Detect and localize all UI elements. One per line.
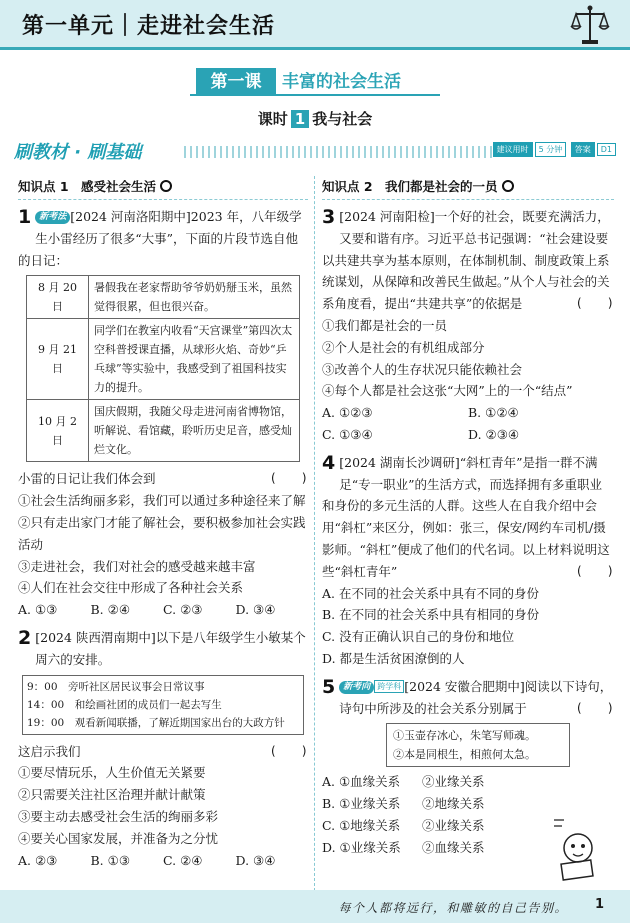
schedule-box: [22, 675, 304, 735]
q3-item: ③改善个人的生存状况只能依赖社会: [322, 361, 523, 377]
q3-item: ②个人是社会的有机组成部分: [322, 339, 485, 355]
scales-icon: [568, 4, 612, 46]
page-number: 1: [594, 897, 604, 912]
q3-item: ④每个人都是社会这张“大网”上的一个“结点”: [322, 383, 573, 399]
q2-stem: [2024 陕西渭南期中]以下是八年级学生小敏某个周六的安排。: [35, 629, 306, 667]
q2-choices: [18, 850, 308, 872]
q5-choice-b-2: ②地缘关系: [422, 796, 485, 812]
q1-answer-paren: ( ): [269, 471, 308, 486]
schedule-item: 9：00 旁听社区居民议事会日常议事: [27, 680, 205, 693]
q5-badge: 新考向: [339, 681, 374, 694]
period-title: [0, 108, 630, 129]
q2-item: ②只需要关注社区治理并献计献策: [18, 787, 206, 803]
q4-stem: [2024 湖南长沙调研]“斜杠青年”是指一群不满足“专一职业”的生活方式，而选择拥有多重职业和身份的多元生活的人群。这些人在自我介绍中会用“斜杠”来区分，例如：张三，保安/网约车司机/摄影师。“斜杠”便成了他们的代名词。以上材料说明这些“斜杠青年”: [322, 454, 610, 579]
q1-choice-d: D. ③④: [235, 602, 276, 618]
knowledge-point-1: [18, 176, 308, 200]
q1-choice-c: C. ②③: [163, 602, 203, 618]
q5-badge-cross: 跨学科: [374, 680, 404, 693]
diary-date: 10 月 2 日: [27, 400, 89, 462]
q3-item: ①我们都是社会的一员: [322, 317, 448, 333]
q5-choice-row: [322, 837, 522, 859]
q3-choice-d: D. ②③④: [468, 426, 520, 442]
q5-choice-row: [322, 771, 522, 793]
section-banner: [14, 138, 616, 164]
q3-choices: [322, 402, 614, 446]
q3-stem: [2024 河南阳检]一个好的社会，既要充满活力，又要和谐有序。习近平总书记强调：“社会建设要以共建共享为基本原则，在体制机制、制度政策上系统谋划，从保障和改善民生做起。”从个人与社会的关系角度看，提出“共建共享”的依据是: [322, 209, 610, 312]
question-4: [322, 452, 614, 670]
check-icon: [160, 180, 172, 192]
q2-ask-line: [18, 741, 308, 763]
q5-choice-d-1: D. ①业缘关系: [322, 839, 401, 855]
q2-item: ④要关心国家发展，并准备为之分忧: [18, 830, 219, 846]
reading-character-icon: [548, 814, 604, 884]
q5-choice-c-2: ②业缘关系: [422, 817, 485, 833]
section-meta: [491, 142, 616, 157]
answer-page: D1: [597, 143, 616, 156]
q5-number: 5: [322, 675, 336, 698]
q2-choice-c: C. ②④: [163, 852, 203, 868]
schedule-item: 14：00 和绘画社团的成员们一起去写生: [27, 698, 222, 711]
diary-date: 8 月 20 日: [27, 276, 89, 319]
diary-table: [26, 275, 300, 462]
q4-choice: B. 在不同的社会关系中具有相同的身份: [322, 607, 540, 623]
q2-choice-a: A. ②③: [18, 852, 58, 868]
right-column: [322, 176, 614, 859]
q1-badge: 新考法: [35, 211, 70, 224]
diary-text: 国庆假期，我随父母走进河南省博物馆，听解说、看馆藏，聆听历史足音，感受灿烂文化。: [89, 400, 300, 462]
q4-answer-paren: ( ): [575, 563, 614, 578]
q3-choice-b: B. ①②④: [468, 405, 519, 421]
answer-label: 答案: [571, 142, 595, 157]
page-footer: [0, 890, 630, 923]
diary-text: 暑假我在老家帮助爷爷奶奶掰玉米，虽然觉得很累，但也很兴奋。: [89, 276, 300, 319]
period-number: 1: [291, 110, 309, 128]
check-icon: [502, 180, 514, 192]
q5-choice-a-2: ②业缘关系: [422, 774, 485, 790]
q4-number: 4: [322, 451, 336, 474]
q3-choice-a: A. ①②③: [322, 405, 373, 421]
q1-item: ④人们在社会交往中形成了各种社会关系: [18, 580, 244, 596]
q4-choice: C. 没有正确认识自己的身份和地位: [322, 629, 515, 645]
q1-item: ①社会生活绚丽多彩，我们可以通过多种途径来了解: [18, 493, 306, 509]
q1-number: 1: [18, 206, 32, 228]
knowledge-point-2: [322, 176, 614, 200]
period-prefix: 课时: [257, 110, 288, 128]
q1-stem: [2024 河南洛阳期中]2023 年，八年级学生小雷经历了很多“大事”，下面的片段节选自他的日记：: [18, 209, 302, 268]
diary-text: 同学们在教室内收看“天宫课堂”第四次太空科普授课直播，从球形火焰、奇妙“乒乓球”等实验中，我感受到了祖国科技实力的提升。: [89, 319, 300, 400]
q5-choice-row: [322, 793, 522, 815]
q2-item: ①要尽情玩乐，人生价值无关紧要: [18, 765, 206, 781]
q1-item: ③走进社会，我们对社会的感受越来越丰富: [18, 558, 256, 574]
schedule-item: 19：00 观看新闻联播，了解近期国家出台的大政方针: [27, 716, 285, 729]
unit-header: [0, 0, 630, 50]
q2-choice-d: D. ③④: [235, 852, 276, 868]
q1-item: ②只有走出家门才能了解社会，要积极参加社会实践活动: [18, 514, 306, 552]
q5-choice-a-1: A. ①血缘关系: [322, 774, 401, 790]
diary-row: [27, 276, 300, 319]
time-label: 建议用时: [493, 142, 533, 157]
kp1-label: 知识点 1 感受社会生活: [18, 179, 157, 194]
diary-date: 9 月 21 日: [27, 319, 89, 400]
q1-choice-b: B. ②④: [90, 602, 131, 618]
q5-choice-d-2: ②血缘关系: [422, 839, 485, 855]
section-label: 刷教材 · 刷基础: [14, 142, 142, 163]
q3-choice-c: C. ①③④: [322, 426, 373, 442]
poem-box: [386, 723, 570, 767]
q4-choice: A. 在不同的社会关系中具有不同的身份: [322, 585, 539, 601]
footer-motto: 每个人都将远行，和雕敏的自己告别。: [338, 901, 568, 915]
lesson-tag: 第一课: [196, 68, 276, 96]
q3-number: 3: [322, 206, 336, 228]
q2-item: ③要主动去感受社会生活的绚丽多彩: [18, 808, 219, 824]
q5-choice-c-1: C. ①地缘关系: [322, 817, 401, 833]
q5-choice-row: [322, 815, 522, 837]
banner-stripes: [184, 146, 494, 158]
left-column: [18, 176, 308, 871]
q2-number: 2: [18, 626, 32, 649]
q5-stem: [2024 安徽合肥期中]阅读以下诗句，诗句中所涉及的社会关系分别属于: [339, 678, 613, 716]
question-2: [18, 627, 308, 871]
q1-ask: 小雷的日记让我们体会到: [18, 471, 156, 487]
q5-choice-b-1: B. ①业缘关系: [322, 796, 401, 812]
question-1: [18, 206, 308, 621]
lesson-title: 丰富的社会生活: [282, 72, 401, 92]
q4-choice: D. 都是生活贫困潦倒的人: [322, 650, 465, 666]
q1-choice-a: A. ①③: [18, 602, 58, 618]
q3-answer-paren: ( ): [575, 296, 614, 311]
diary-row: [27, 319, 300, 400]
lesson-title-band: [0, 66, 630, 98]
poem-line: ②本是同根生，相煎何太急。: [393, 748, 536, 762]
poem-line: ①玉壶存冰心，朱笔写师魂。: [393, 729, 536, 743]
q2-ask: 这启示我们: [18, 743, 81, 759]
question-3: [322, 206, 614, 446]
q2-choice-b: B. ①③: [90, 852, 131, 868]
column-divider: [314, 176, 315, 896]
q2-answer-paren: ( ): [269, 743, 308, 758]
q1-choices: [18, 599, 308, 621]
kp2-label: 知识点 2 我们都是社会的一员: [322, 179, 498, 194]
diary-row: [27, 400, 300, 462]
q5-choices: [322, 771, 522, 858]
q5-answer-paren: ( ): [575, 700, 614, 715]
q1-ask-line: [18, 468, 308, 490]
period-name: 我与社会: [312, 110, 373, 128]
time-value: 5 分钟: [535, 142, 567, 157]
unit-title: 第一单元｜走进社会生活: [22, 14, 276, 39]
